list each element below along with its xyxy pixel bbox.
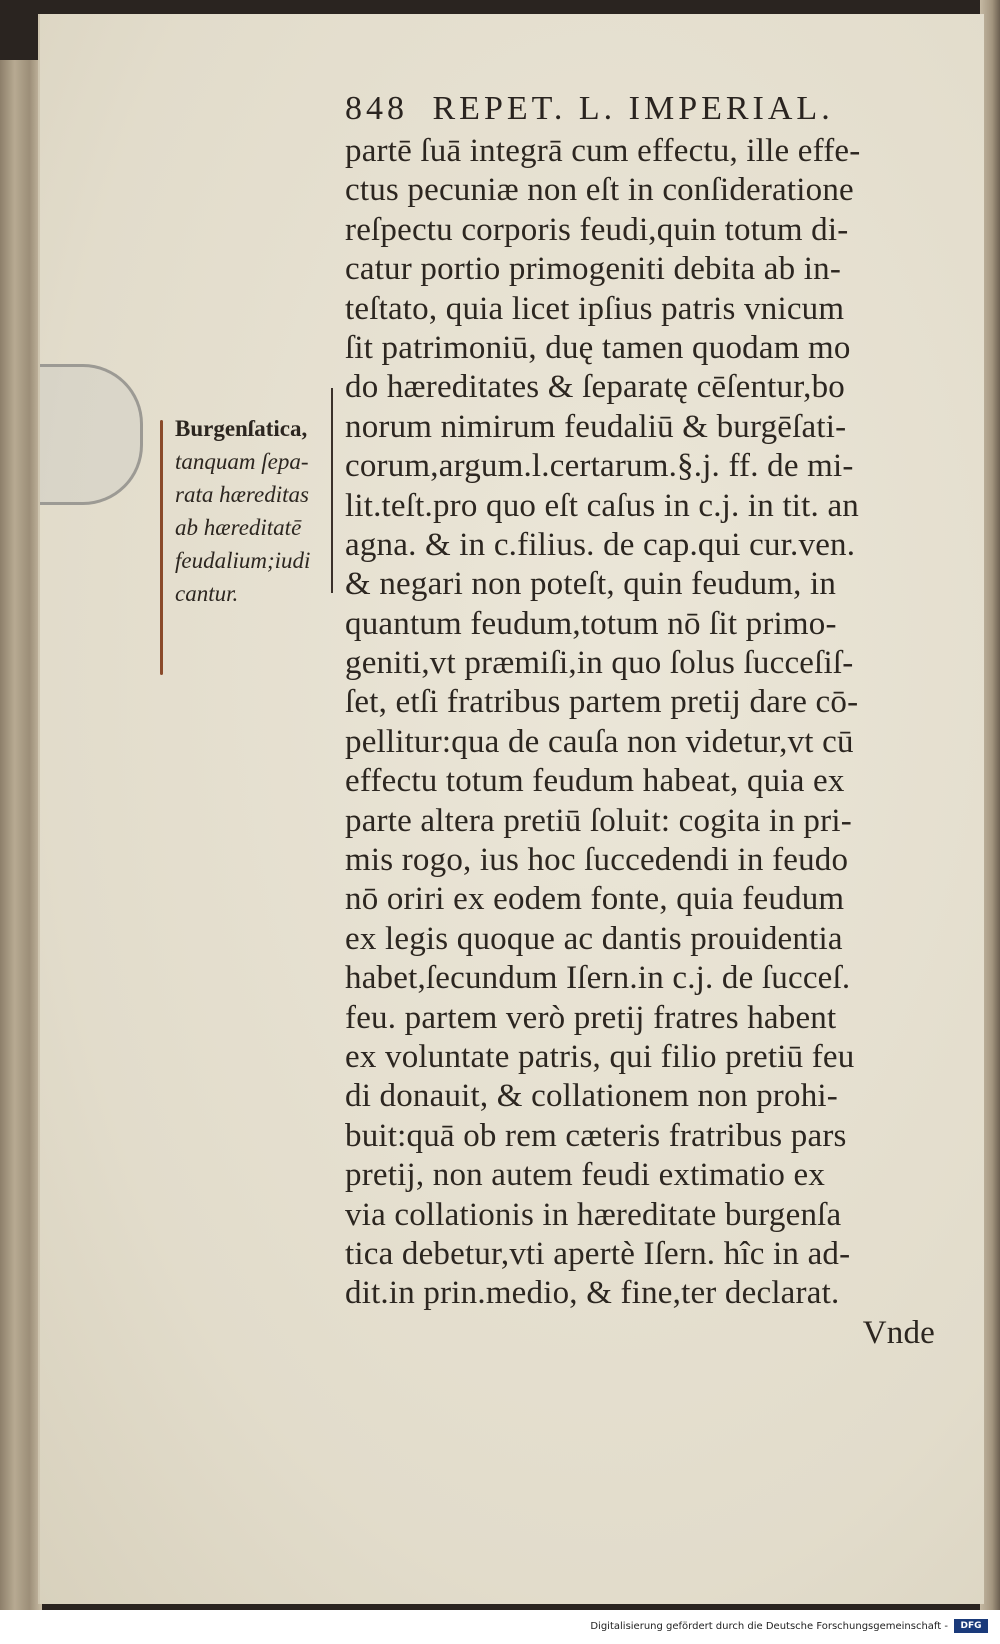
marginal-line: tanquam ſepa-: [175, 449, 309, 474]
marginal-line: cantur.: [175, 581, 239, 606]
text-line: tica debetur,vti apertè Iſern. hîc in ad-: [345, 1235, 851, 1272]
text-line: di donauit, & collationem non prohi-: [345, 1078, 838, 1115]
running-head: [345, 90, 925, 128]
text-line: ex legis quoque ac dantis prouidentia: [345, 920, 843, 957]
text-line: effectu totum feudum habeat, quia ex: [345, 763, 845, 800]
text-line: agna. & in c.filius. de cap.qui cur.ven.: [345, 526, 856, 563]
marginal-line: rata hæreditas: [175, 482, 309, 507]
book-fore-edge: [0, 60, 42, 1610]
text-line: partē ſuā integrā cum effectu, ille effe-: [345, 133, 861, 169]
marginal-line: ab hæreditatē: [175, 515, 302, 540]
marginal-note: [175, 412, 335, 610]
marginal-line: feudalium;iudi: [175, 548, 311, 573]
text-line: dit.in prin.medio, & fine,ter declarat.: [345, 1275, 840, 1312]
text-line: feu. partem verò pretij fratres habent: [345, 999, 837, 1036]
text-line: nō oriri ex eodem fonte, quia feudum: [345, 881, 845, 918]
text-line: corum,argum.l.certarum.§.j. ff. de mi-: [345, 448, 854, 485]
text-line: ſit patrimoniū, duę tamen quodam mo: [345, 329, 851, 366]
text-line: ſet, etſi fratribus partem pretij dare cō-: [345, 684, 859, 721]
text-line: ex voluntate patris, qui filio pretiū feu: [345, 1038, 855, 1075]
text-line: mis rogo, ius hoc ſuccedendi in feudo: [345, 842, 849, 879]
text-line: teſtato, quia licet ipſius patris vnicum: [345, 290, 845, 327]
text-line: & negari non poteſt, quin feudum, in: [345, 566, 837, 603]
text-line: catur portio primogeniti debita ab in-: [345, 251, 842, 288]
digitization-credit: Digitalisierung gefördert durch die Deutsche Forschungsgemeinschaft -: [590, 1621, 948, 1632]
text-line: pellitur:qua de cauſa non videtur,vt cū: [345, 723, 854, 760]
text-line: parte altera pretiū ſoluit: cogita in pri-: [345, 802, 852, 839]
page-clip: [40, 364, 143, 505]
main-text-block: [345, 132, 935, 1353]
text-line: reſpectu corporis feudi,quin totum di-: [345, 211, 849, 248]
text-line: via collationis in hæreditate burgenſa: [345, 1196, 842, 1233]
text-line: lit.teſt.pro quo eſt caſus in c.j. in tit. an: [345, 487, 859, 524]
text-line: pretij, non autem feudi extimatio ex: [345, 1157, 826, 1194]
text-line: habet,ſecundum Iſern.in c.j. de ſucceſ.: [345, 960, 851, 997]
dfg-logo: DFG: [954, 1619, 988, 1633]
text-line: norum nimirum feudaliū & burgēſati-: [345, 408, 847, 445]
text-line: quantum feudum,totum nō ſit primo-: [345, 605, 837, 642]
running-title: REPET. L. IMPERIAL.: [432, 90, 834, 127]
text-line: do hæreditates & ſeparatę cēſentur,bo: [345, 369, 845, 406]
catchword: Vnde: [862, 1314, 935, 1351]
text-line: ctus pecuniæ non eſt in conſideratione: [345, 172, 854, 209]
text-line: buit:quā ob rem cæteris fratribus pars: [345, 1117, 847, 1154]
page-number: 848: [345, 90, 408, 127]
marginal-bracket: [160, 420, 163, 675]
text-line: geniti,vt præmiſi,in quo ſolus ſucceſiſ-: [345, 645, 854, 682]
marginal-line: Burgenſatica,: [175, 416, 308, 441]
